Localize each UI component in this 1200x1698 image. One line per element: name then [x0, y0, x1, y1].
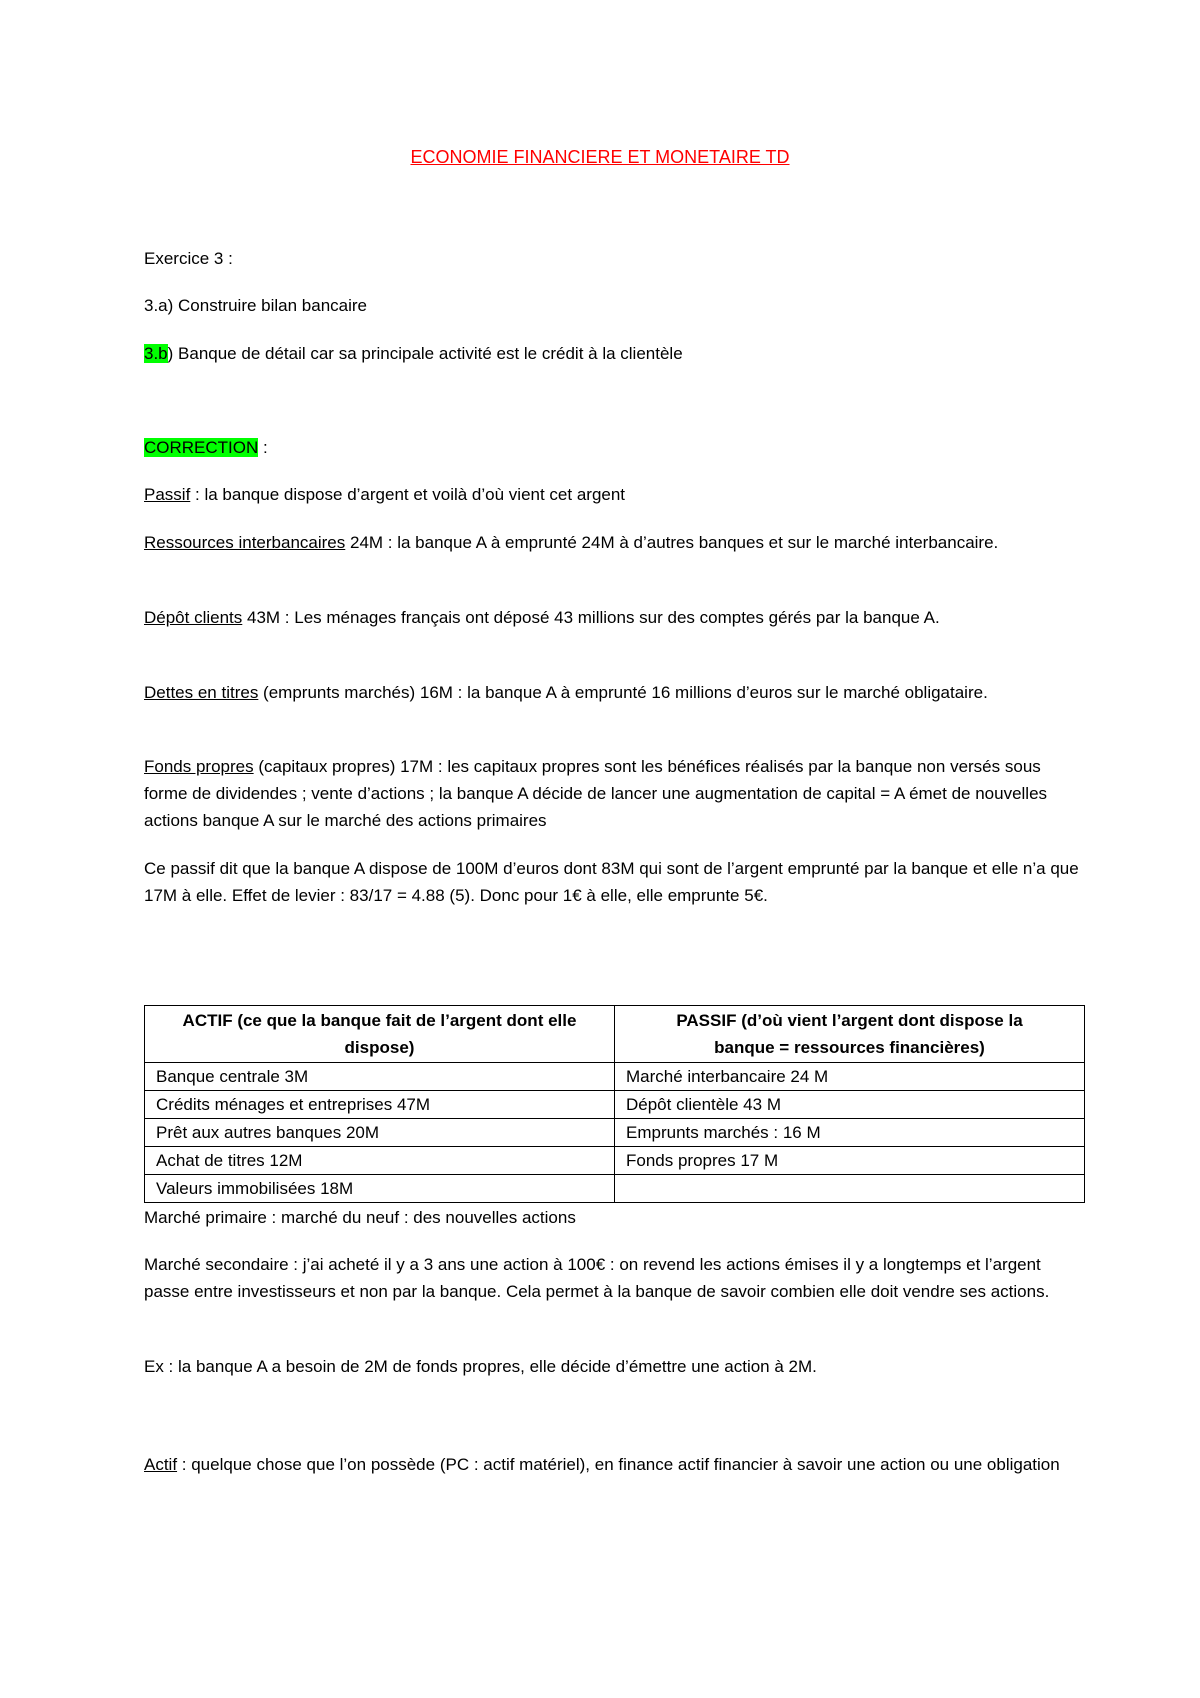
dettes-text: (emprunts marchés) 16M : la banque A à emprunté 16 millions d’euros sur le marché obligataire.	[258, 683, 988, 702]
question-3b-text: ) Banque de détail car sa principale activité est le crédit à la clientèle	[167, 344, 683, 363]
fonds-paragraph	[144, 753, 1084, 834]
actif-cell: Crédits ménages et entreprises 47M	[145, 1091, 615, 1119]
correction-suffix: :	[258, 438, 268, 457]
table-row	[145, 1119, 1085, 1147]
dettes-paragraph	[144, 679, 1084, 706]
actif-cell: Achat de titres 12M	[145, 1147, 615, 1175]
ressources-paragraph	[144, 529, 1084, 556]
document-title: ECONOMIE FINANCIERE ET MONETAIRE TD	[410, 147, 790, 167]
passif-text: : la banque dispose d’argent et voilà d’où vient cet argent	[190, 485, 626, 504]
table-row	[145, 1175, 1085, 1203]
fonds-term: Fonds propres	[144, 757, 254, 776]
passif-cell: Dépôt clientèle 43 M	[615, 1091, 1085, 1119]
passif-cell: Fonds propres 17 M	[615, 1147, 1085, 1175]
exercise-heading: Exercice 3 :	[144, 249, 233, 268]
exemple-paragraph: Ex : la banque A a besoin de 2M de fonds propres, elle décide d’émettre une action à 2M.	[144, 1357, 817, 1376]
depot-term: Dépôt clients	[144, 608, 243, 627]
question-3a: 3.a) Construire bilan bancaire	[144, 296, 368, 315]
actif-term: Actif	[144, 1455, 178, 1474]
passif-cell: Marché interbancaire 24 M	[615, 1063, 1085, 1091]
actif-cell: Banque centrale 3M	[145, 1063, 615, 1091]
header-passif: PASSIF (d’où vient l’argent dont dispose la banque = ressources financières)	[615, 1006, 1085, 1063]
header-actif: ACTIF (ce que la banque fait de l’argent dont elle dispose)	[145, 1006, 615, 1063]
marche-primaire-paragraph: Marché primaire : marché du neuf : des nouvelles actions	[144, 1208, 576, 1227]
actif-cell: Valeurs immobilisées 18M	[145, 1175, 615, 1203]
passif-cell	[615, 1175, 1085, 1203]
dettes-term: Dettes en titres	[144, 683, 259, 702]
question-3b	[144, 340, 1084, 367]
table-row	[145, 1063, 1085, 1091]
depot-paragraph	[144, 604, 1084, 631]
marche-secondaire-paragraph: Marché secondaire : j’ai acheté il y a 3 ans une action à 100€ : on revend les actions émises il y a longtemps et l’argent passe entre investisseurs et non par la banque. Cela permet à la banque de savoir combien elle doit vendre ses actions.	[144, 1255, 1050, 1301]
highlight-3b: 3.b	[144, 344, 168, 363]
fonds-text: (capitaux propres) 17M : les capitaux propres sont les bénéfices réalisés par la banque non versés sous forme de dividendes ; vente d’actions ; la banque A décide de lancer une augmentation de capital = A émet de nouvelles actions banque A sur le marché des actions primaires	[144, 757, 1048, 830]
bilan-table	[144, 1005, 1085, 1203]
table-row	[145, 1147, 1085, 1175]
table-header-row	[145, 1006, 1085, 1063]
actif-cell: Prêt aux autres banques 20M	[145, 1119, 615, 1147]
correction-label: CORRECTION	[144, 438, 259, 457]
correction-heading	[144, 434, 1084, 461]
passif-term: Passif	[144, 485, 191, 504]
ressources-text: 24M : la banque A à emprunté 24M à d’autres banques et sur le marché interbancaire.	[345, 533, 999, 552]
actif-paragraph	[144, 1451, 1084, 1478]
table-row	[145, 1091, 1085, 1119]
actif-text: : quelque chose que l’on possède (PC : actif matériel), en finance actif financier à savoir une action ou une obligation	[177, 1455, 1060, 1474]
ressources-term: Ressources interbancaires	[144, 533, 346, 552]
passif-paragraph	[144, 481, 1084, 508]
passif-cell: Emprunts marchés : 16 M	[615, 1119, 1085, 1147]
levier-paragraph: Ce passif dit que la banque A dispose de 100M d’euros dont 83M qui sont de l’argent emprunté par la banque et elle n’a que 17M à elle. Effet de levier : 83/17 = 4.88 (5). Donc pour 1€ à elle, elle emprunte 5€.	[144, 859, 1079, 905]
depot-text: 43M : Les ménages français ont déposé 43 millions sur des comptes gérés par la banque A.	[242, 608, 940, 627]
